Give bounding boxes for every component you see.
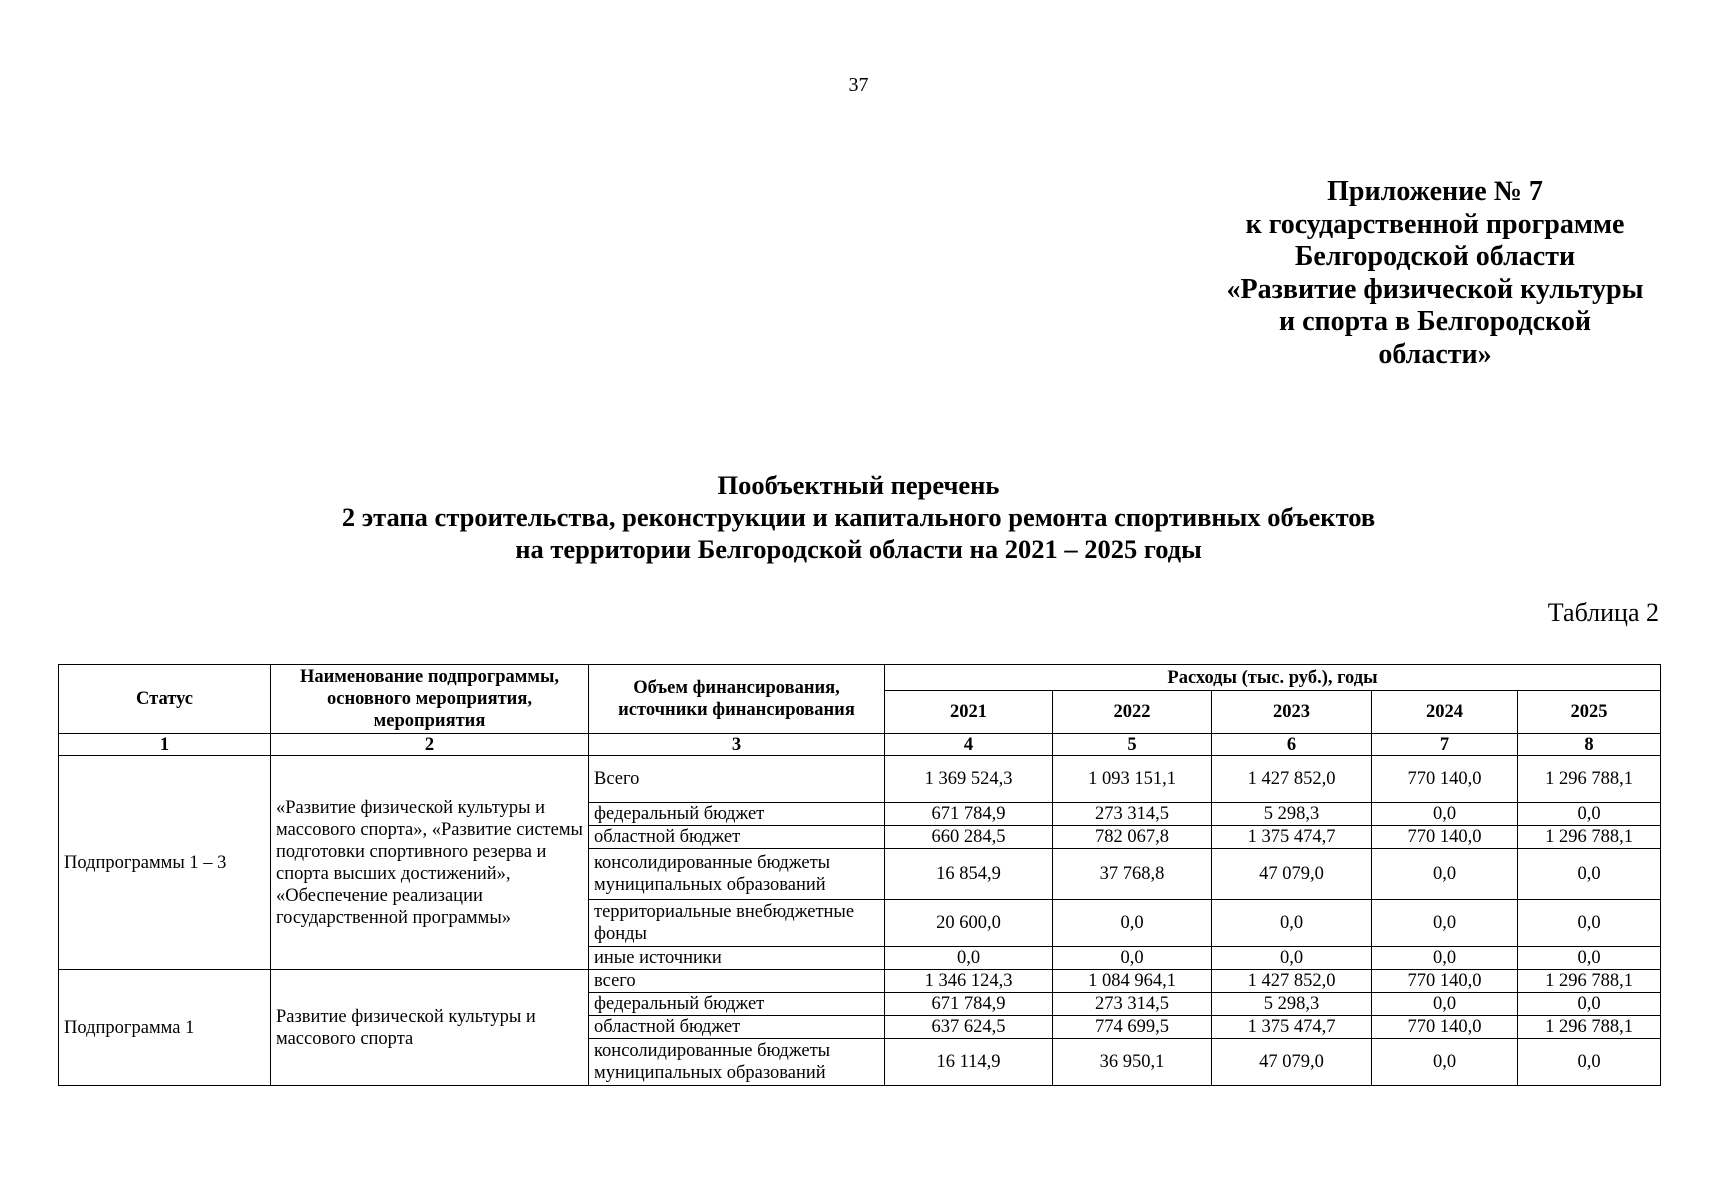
row-value: 1 427 852,0 [1212, 756, 1372, 803]
header-year: 2021 [885, 691, 1053, 734]
table-row [59, 970, 1661, 993]
row-value: 0,0 [1372, 849, 1518, 900]
row-value: 1 296 788,1 [1518, 1016, 1661, 1039]
row-value: 0,0 [1518, 947, 1661, 970]
row-program-name: Развитие физической культуры и массового спорта [271, 970, 589, 1086]
header-name: Наименование подпрограммы, основного мероприятия, мероприятия [271, 665, 589, 734]
header-expenses: Расходы (тыс. руб.), годы [885, 665, 1661, 691]
appendix-line: Приложение № 7 [1327, 176, 1543, 207]
header-year: 2022 [1053, 691, 1212, 734]
column-number: 7 [1372, 734, 1518, 756]
header-year: 2025 [1518, 691, 1661, 734]
row-value: 0,0 [1212, 947, 1372, 970]
row-value: 1 346 124,3 [885, 970, 1053, 993]
row-value: 0,0 [1372, 993, 1518, 1016]
row-source: всего [589, 970, 885, 993]
page-number: 37 [848, 74, 869, 96]
row-source: областной бюджет [589, 826, 885, 849]
table-row [59, 756, 1661, 803]
row-value: 20 600,0 [885, 900, 1053, 947]
column-number: 4 [885, 734, 1053, 756]
title-line: 2 этапа строительства, реконструкции и капитального ремонта спортивных объектов [341, 502, 1376, 532]
row-value: 770 140,0 [1372, 1016, 1518, 1039]
row-value: 1 084 964,1 [1053, 970, 1212, 993]
row-program-name: «Развитие физической культуры и массового спорта», «Развитие системы подготовки спортивного резерва и спорта высших достижений», «Обеспечение реализации государственной программы» [271, 756, 589, 970]
header-year: 2024 [1372, 691, 1518, 734]
title-line: на территории Белгородской области на 2021 – 2025 годы [515, 534, 1202, 564]
column-number: 6 [1212, 734, 1372, 756]
column-number: 1 [59, 734, 271, 756]
row-value: 1 369 524,3 [885, 756, 1053, 803]
appendix-line: и спорта в Белгородской [1278, 306, 1592, 337]
row-value: 47 079,0 [1212, 1039, 1372, 1086]
header-source: Объем финансирования, источники финансирования [589, 665, 885, 734]
column-number-row [59, 734, 1661, 756]
row-source: консолидированные бюджеты муниципальных образований [589, 849, 885, 900]
row-value: 770 140,0 [1372, 756, 1518, 803]
row-value: 1 427 852,0 [1212, 970, 1372, 993]
row-value: 0,0 [1372, 947, 1518, 970]
row-value: 0,0 [1372, 803, 1518, 826]
financing-table [58, 664, 1661, 1086]
column-number: 5 [1053, 734, 1212, 756]
row-value: 770 140,0 [1372, 970, 1518, 993]
row-value: 1 375 474,7 [1212, 826, 1372, 849]
row-value: 671 784,9 [885, 803, 1053, 826]
header-row [59, 665, 1661, 691]
row-value: 0,0 [1518, 1039, 1661, 1086]
row-value: 671 784,9 [885, 993, 1053, 1016]
appendix-heading [1195, 176, 1675, 371]
row-value: 0,0 [1518, 993, 1661, 1016]
row-value: 774 699,5 [1053, 1016, 1212, 1039]
row-value: 1 296 788,1 [1518, 756, 1661, 803]
row-source: федеральный бюджет [589, 803, 885, 826]
row-value: 782 067,8 [1053, 826, 1212, 849]
row-value: 0,0 [1372, 1039, 1518, 1086]
row-value: 770 140,0 [1372, 826, 1518, 849]
row-source: федеральный бюджет [589, 993, 885, 1016]
row-value: 0,0 [1518, 900, 1661, 947]
row-value: 5 298,3 [1212, 803, 1372, 826]
row-value: 5 298,3 [1212, 993, 1372, 1016]
row-value: 0,0 [1053, 947, 1212, 970]
row-value: 0,0 [1518, 803, 1661, 826]
row-source: территориальные внебюджетные фонды [589, 900, 885, 947]
row-value: 0,0 [1372, 900, 1518, 947]
row-value: 637 624,5 [885, 1016, 1053, 1039]
row-value: 16 114,9 [885, 1039, 1053, 1086]
row-value: 47 079,0 [1212, 849, 1372, 900]
row-value: 273 314,5 [1053, 803, 1212, 826]
appendix-line: области» [1378, 338, 1492, 370]
row-source: консолидированные бюджеты муниципальных образований [589, 1039, 885, 1086]
row-source: областной бюджет [589, 1016, 885, 1039]
column-number: 2 [271, 734, 589, 756]
row-status: Подпрограмма 1 [59, 970, 271, 1086]
document-title [0, 469, 1717, 565]
row-value: 16 854,9 [885, 849, 1053, 900]
header-status: Статус [59, 665, 271, 734]
row-value: 0,0 [1053, 900, 1212, 947]
row-value: 0,0 [885, 947, 1053, 970]
row-value: 36 950,1 [1053, 1039, 1212, 1086]
header-year: 2023 [1212, 691, 1372, 734]
row-value: 1 093 151,1 [1053, 756, 1212, 803]
table-label: Таблица 2 [1547, 598, 1659, 627]
row-status: Подпрограммы 1 – 3 [59, 756, 271, 970]
appendix-line: Белгородской области [1294, 241, 1576, 272]
row-value: 0,0 [1518, 849, 1661, 900]
row-value: 37 768,8 [1053, 849, 1212, 900]
row-value: 0,0 [1212, 900, 1372, 947]
row-source: Всего [589, 756, 885, 803]
row-value: 273 314,5 [1053, 993, 1212, 1016]
row-value: 1 296 788,1 [1518, 970, 1661, 993]
column-number: 8 [1518, 734, 1661, 756]
row-value: 1 296 788,1 [1518, 826, 1661, 849]
title-line: Пообъектный перечень [717, 470, 1000, 500]
column-number: 3 [589, 734, 885, 756]
appendix-line: к государственной программе [1245, 208, 1625, 240]
appendix-line: «Развитие физической культуры [1226, 273, 1644, 305]
row-value: 660 284,5 [885, 826, 1053, 849]
row-source: иные источники [589, 947, 885, 970]
row-value: 1 375 474,7 [1212, 1016, 1372, 1039]
